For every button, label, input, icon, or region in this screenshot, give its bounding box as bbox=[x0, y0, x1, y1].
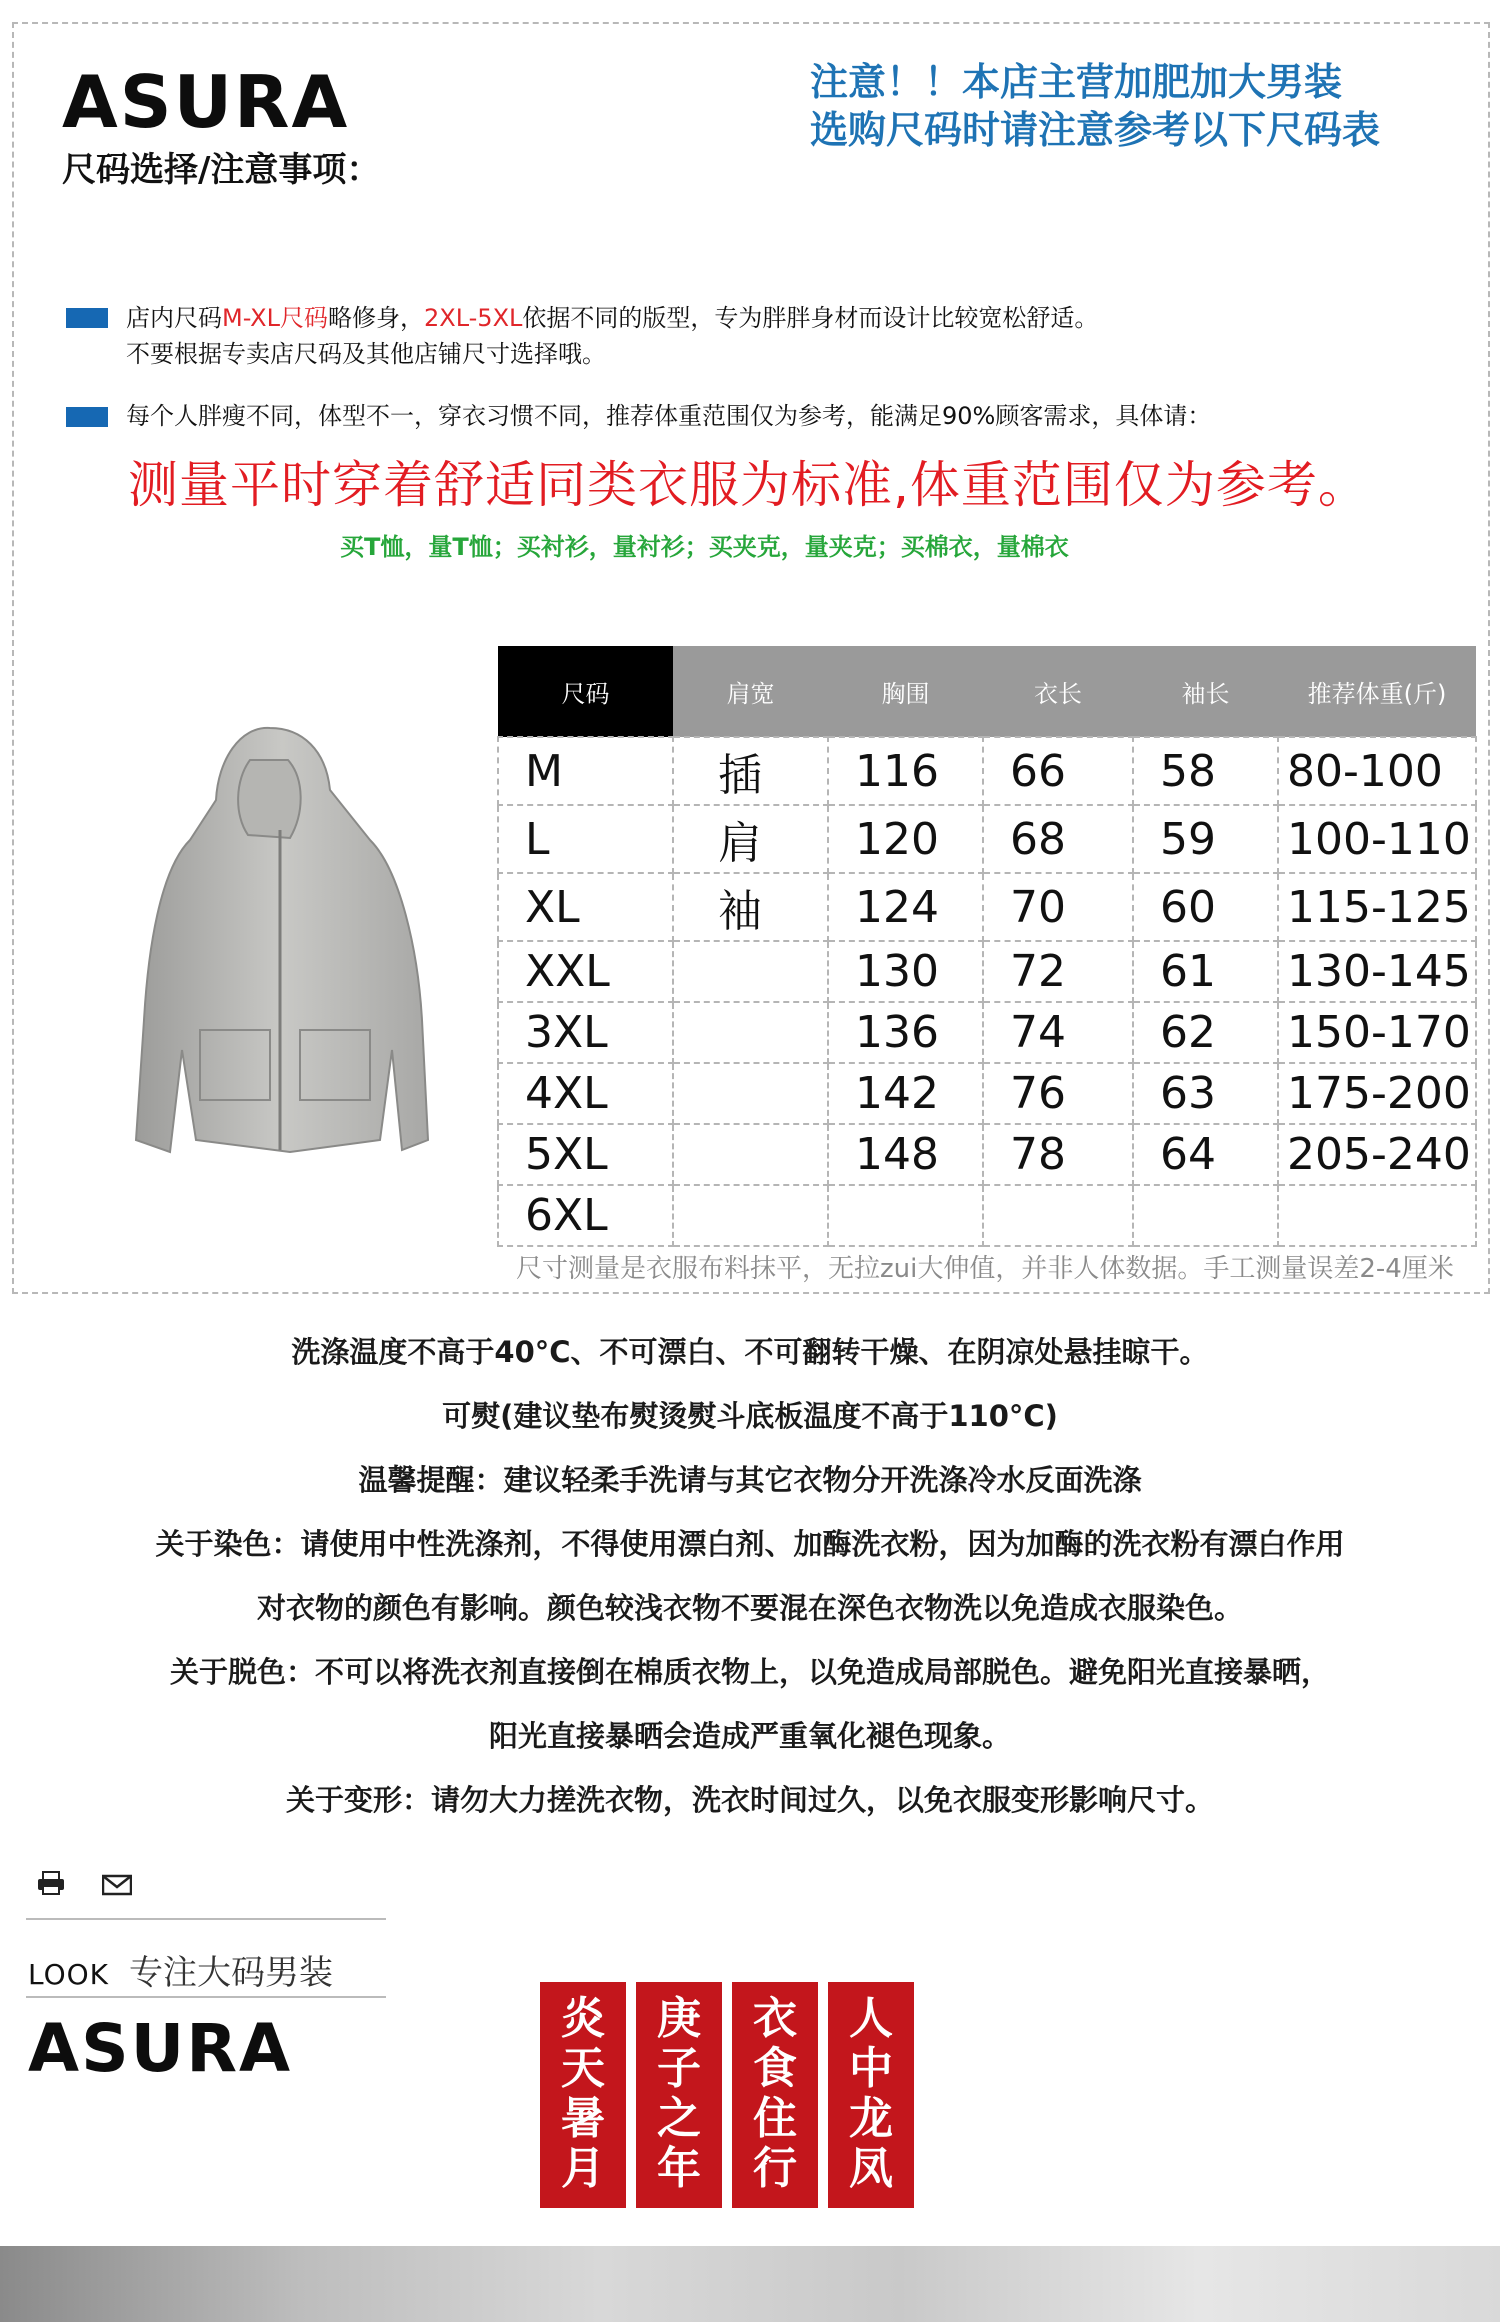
share-icons bbox=[36, 1870, 132, 1903]
bullet-marker bbox=[66, 308, 108, 328]
footer-brand-logo: ASURA bbox=[28, 2010, 293, 2087]
measurement-footnote: 尺寸测量是衣服布料抹平，无拉zui大伸值，并非人体数据。手工测量误差2-4厘米 bbox=[516, 1254, 1454, 1284]
look-slogan: LOOK 专注大码男装 bbox=[28, 1953, 334, 1993]
care-line: 阳光直接暴晒会造成严重氧化褪色现象。 bbox=[488, 1719, 1011, 1753]
fit-note: 每个人胖瘦不同，体型不一，穿衣习惯不同，推荐体重范围仅为参考，能满足90%顾客需求，具体请： bbox=[126, 402, 1212, 430]
seal-group bbox=[540, 1982, 915, 2208]
table-row: 3XL 136 74 62 150-170 bbox=[498, 1002, 1476, 1063]
table-row: 6XL bbox=[498, 1185, 1476, 1246]
care-line: 关于脱色：不可以将洗衣剂直接倒在棉质衣物上，以免造成局部脱色。避免阳光直接暴晒， bbox=[169, 1655, 1330, 1689]
measurement-tips: 买T恤，量T恤；买衬衫，量衬衫；买夹克，量夹克；买棉衣，量棉衣 bbox=[340, 533, 1069, 561]
care-line: 可熨(建议垫布熨烫熨斗底板温度不高于110°C) bbox=[442, 1399, 1058, 1433]
table-row: L 肩 120 68 59 100-110 bbox=[498, 805, 1476, 873]
bullet-marker bbox=[66, 407, 108, 427]
jacket-image bbox=[130, 720, 430, 1180]
care-line: 对衣物的颜色有影响。颜色较浅衣物不要混在深色衣物洗以免造成衣服染色。 bbox=[256, 1591, 1243, 1625]
brand-logo: ASURA bbox=[62, 60, 350, 144]
table-row: XL 袖 124 70 60 115-125 bbox=[498, 873, 1476, 941]
table-row: 4XL 142 76 63 175-200 bbox=[498, 1063, 1476, 1124]
size-note: 店内尺码M-XL尺码略修身，2XL-5XL依据不同的版型，专为胖胖身材而设计比较宽松舒适。 不要根据专卖店尺码及其他店铺尺寸选择哦。 bbox=[126, 304, 1099, 368]
col-header-weight: 推荐体重(斤) bbox=[1278, 646, 1476, 737]
notice-line-2: 选购尺码时请注意参考以下尺码表 bbox=[810, 108, 1381, 152]
table-row: 5XL 148 78 64 205-240 bbox=[498, 1124, 1476, 1185]
col-header-sleeve: 袖长 bbox=[1133, 646, 1278, 737]
divider bbox=[26, 1918, 386, 1920]
care-line: 温馨提醒：建议轻柔手洗请与其它衣物分开洗涤冷水反面洗涤 bbox=[358, 1463, 1142, 1497]
col-header-length: 衣长 bbox=[983, 646, 1133, 737]
divider bbox=[26, 1996, 386, 1998]
mail-icon[interactable] bbox=[102, 1874, 132, 1896]
col-header-shoulder: 肩宽 bbox=[673, 646, 828, 737]
seal-stamp: 人 中 龙 凤 bbox=[828, 1982, 914, 2208]
table-row: M 插 116 66 58 80-100 bbox=[498, 737, 1476, 805]
model-photo-strip bbox=[0, 2246, 1500, 2322]
table-header-row bbox=[498, 646, 1476, 737]
table-row: XXL 130 72 61 130-145 bbox=[498, 941, 1476, 1002]
seal-stamp: 衣 食 住 行 bbox=[732, 1982, 818, 2208]
seal-stamp: 炎 天 暑 月 bbox=[540, 1982, 626, 2208]
col-header-size: 尺码 bbox=[498, 646, 673, 737]
care-line: 洗涤温度不高于40°C、不可漂白、不可翻转干燥、在阴凉处悬挂晾干。 bbox=[291, 1335, 1209, 1369]
size-guide-heading: 尺码选择/注意事项： bbox=[62, 150, 381, 190]
size-table bbox=[497, 646, 1477, 1247]
care-line: 关于变形：请勿大力搓洗衣物，洗衣时间过久，以免衣服变形影响尺寸。 bbox=[285, 1783, 1214, 1817]
printer-icon[interactable] bbox=[36, 1870, 66, 1896]
col-header-chest: 胸围 bbox=[828, 646, 983, 737]
care-line: 关于染色：请使用中性洗涤剂，不得使用漂白剂、加酶洗衣粉，因为加酶的洗衣粉有漂白作用 bbox=[155, 1527, 1345, 1561]
notice-line-1: 注意！！本店主营加肥加大男装 bbox=[810, 60, 1343, 104]
measurement-highlight: 测量平时穿着舒适同类衣服为标准,体重范围仅为参考。 bbox=[128, 456, 1369, 514]
store-notice bbox=[810, 58, 1450, 154]
seal-stamp: 庚 子 之 年 bbox=[636, 1982, 722, 2208]
